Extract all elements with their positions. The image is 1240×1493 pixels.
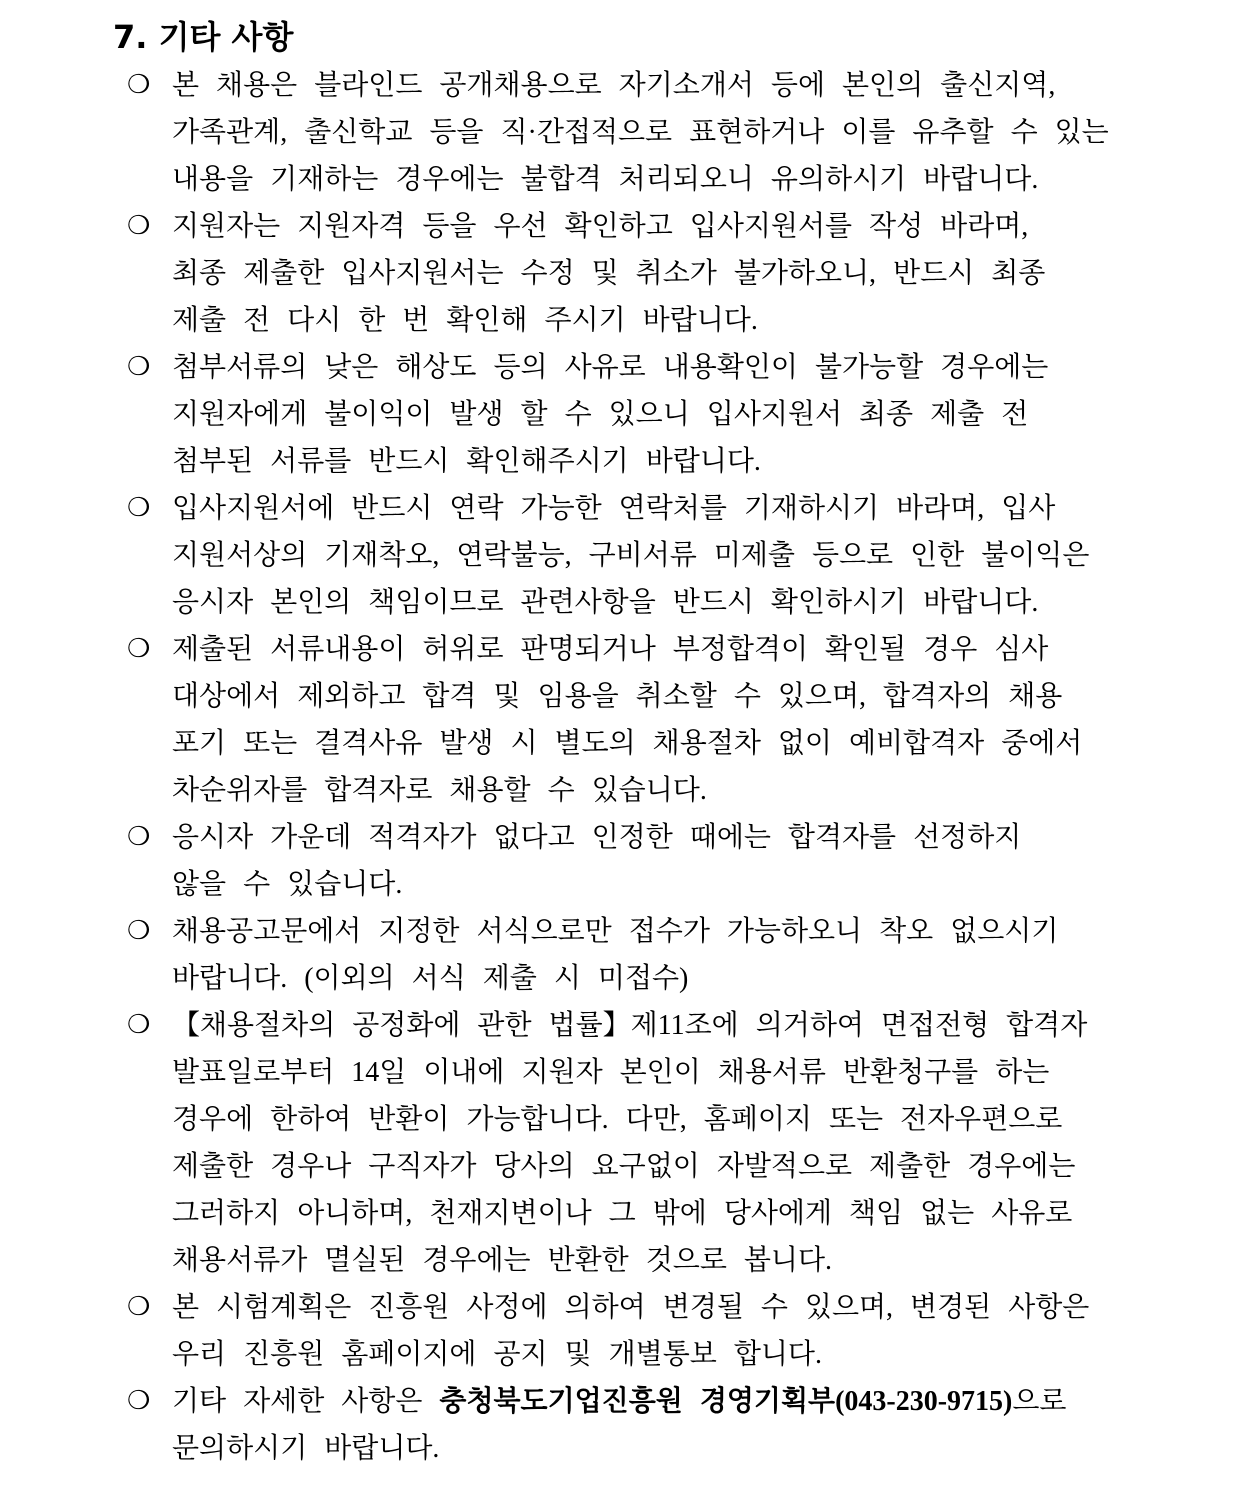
notice-item	[0, 1284, 1240, 1378]
bullet-marker: ❍	[127, 634, 151, 664]
notice-line: 경우에 한하여 반환이 가능합니다. 다만, 홈페이지 또는 전자우편으로	[172, 1104, 1063, 1135]
notice-line: 지원자에게 불이익이 발생 할 수 있으니 입사지원서 최종 제출 전	[172, 399, 1029, 430]
notice-line: 제출한 경우나 구직자가 당사의 요구없이 자발적으로 제출한 경우에는	[172, 1151, 1076, 1182]
notice-line: 차순위자를 합격자로 채용할 수 있습니다.	[172, 775, 707, 806]
notice-line	[172, 1378, 1228, 1425]
contact-trail-text: 으로	[1012, 1386, 1067, 1417]
notice-item	[0, 203, 1240, 344]
notice-item	[0, 908, 1240, 1002]
notice-line: 그러하지 아니하며, 천재지변이나 그 밖에 당사에게 책임 없는 사유로	[172, 1198, 1073, 1229]
notice-line: 채용공고문에서 지정한 서식으로만 접수가 가능하오니 착오 없으시기	[172, 916, 1059, 947]
bullet-marker: ❍	[127, 211, 151, 241]
notice-line: 최종 제출한 입사지원서는 수정 및 취소가 불가하오니, 반드시 최종	[172, 258, 1046, 289]
bullet-marker: ❍	[127, 1386, 151, 1416]
notice-line: 지원자는 지원자격 등을 우선 확인하고 입사지원서를 작성 바라며,	[172, 211, 1029, 242]
notice-line: 첨부서류의 낮은 해상도 등의 사유로 내용확인이 불가능할 경우에는	[172, 352, 1049, 383]
notice-line: 첨부된 서류를 반드시 확인해주시기 바랍니다.	[172, 446, 761, 477]
notice-line: 채용서류가 멸실된 경우에는 반환한 것으로 봅니다.	[172, 1245, 833, 1276]
notice-item	[0, 1002, 1240, 1284]
notice-item	[0, 485, 1240, 626]
notice-list	[0, 62, 1240, 1472]
notice-item	[0, 62, 1240, 203]
bullet-marker: ❍	[127, 70, 151, 100]
bullet-marker: ❍	[127, 1292, 151, 1322]
notice-item	[0, 344, 1240, 485]
bullet-marker: ❍	[127, 916, 151, 946]
notice-line: 본 채용은 블라인드 공개채용으로 자기소개서 등에 본인의 출신지역,	[172, 70, 1056, 101]
notice-line: 제출 전 다시 한 번 확인해 주시기 바랍니다.	[172, 305, 758, 336]
notice-item	[0, 1378, 1240, 1472]
contact-department: 충청북도기업진흥원 경영기획부(043-230-9715)	[439, 1386, 1013, 1417]
notice-line: 응시자 가운데 적격자가 없다고 인정한 때에는 합격자를 선정하지	[172, 822, 1022, 853]
section-title: 7. 기타 사항	[113, 18, 294, 56]
notice-line: 입사지원서에 반드시 연락 가능한 연락처를 기재하시기 바라며, 입사	[172, 493, 1056, 524]
notice-line: 응시자 본인의 책임이므로 관련사항을 반드시 확인하시기 바랍니다.	[172, 587, 1039, 618]
notice-line: 내용을 기재하는 경우에는 불합격 처리되오니 유의하시기 바랍니다.	[172, 164, 1039, 195]
notice-line: 않을 수 있습니다.	[172, 869, 403, 900]
notice-line: 지원서상의 기재착오, 연락불능, 구비서류 미제출 등으로 인한 불이익은	[172, 540, 1090, 571]
bullet-marker: ❍	[127, 822, 151, 852]
bullet-marker: ❍	[127, 493, 151, 523]
notice-line: 본 시험계획은 진흥원 사정에 의하여 변경될 수 있으며, 변경된 사항은	[172, 1292, 1090, 1323]
notice-line: 【채용절차의 공정화에 관한 법률】제11조에 의거하여 면접전형 합격자	[172, 1010, 1088, 1041]
notice-line: 문의하시기 바랍니다.	[172, 1433, 440, 1464]
notice-line: 발표일로부터 14일 이내에 지원자 본인이 채용서류 반환청구를 하는	[172, 1057, 1050, 1088]
bullet-marker: ❍	[127, 352, 151, 382]
notice-line: 대상에서 제외하고 합격 및 임용을 취소할 수 있으며, 합격자의 채용	[172, 681, 1063, 712]
notice-line: 바랍니다. (이외의 서식 제출 시 미접수)	[172, 963, 689, 994]
notice-line: 가족관계, 출신학교 등을 직·간접적으로 표현하거나 이를 유추할 수 있는	[172, 117, 1109, 148]
notice-item	[0, 626, 1240, 814]
notice-line: 우리 진흥원 홈페이지에 공지 및 개별통보 합니다.	[172, 1339, 822, 1370]
contact-lead-text: 기타 자세한 사항은	[172, 1386, 440, 1417]
notice-line: 포기 또는 결격사유 발생 시 별도의 채용절차 없이 예비합격자 중에서	[172, 728, 1083, 759]
bullet-marker: ❍	[127, 1010, 151, 1040]
notice-line: 제출된 서류내용이 허위로 판명되거나 부정합격이 확인될 경우 심사	[172, 634, 1049, 665]
notice-item	[0, 814, 1240, 908]
